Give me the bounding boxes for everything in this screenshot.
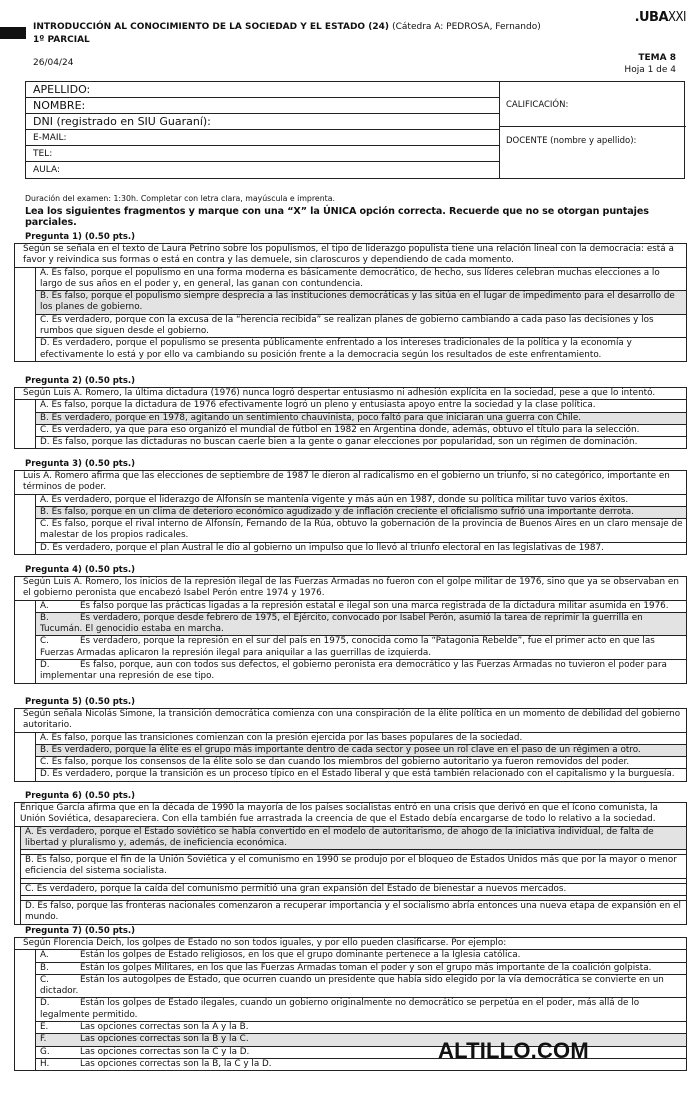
page-counter: Hoja 1 de 4: [624, 65, 676, 75]
question-box: [14, 243, 687, 362]
option-c[interactable]: C. Es verdadero, porque con la excusa de la “herencia recibida” se realizan planes de gobierno cambiando a cada paso las decisiones y los rumbos que siguen desde el gobierno.: [35, 315, 686, 339]
question-stem: Enrique García afirma que en la década de 1990 la mayoría de los países socialistas entró en una crisis que derivó en que el ícono comunista, la Unión Soviética, desapareciera. Con ella también fue arrastrada la creencia de que el Estado debía encargarse de todo lo relativo a la sociedad.: [15, 803, 686, 827]
tel-field[interactable]: TEL:: [26, 146, 499, 162]
option-b[interactable]: B. Es falso, porque en un clima de deterioro económico agudizado y de inflación creciente el oficialismo sufrió una importante derrota.: [35, 507, 686, 519]
option-b[interactable]: B. Es falso, porque el populismo siempre desprecia a las instituciones democráticas y las sitúa en el lugar de impedimento para el desarrollo de los planes de gobierno.: [35, 291, 686, 315]
option-b[interactable]: B. Están los golpes Militares, en los que las Fuerzas Armadas toman el poder y son el grupo más importante de la coalición golpista.: [35, 963, 686, 975]
option-a[interactable]: A. Es verdadero, porque el liderazgo de Alfonsín se mantenía vigente y más aún en 1987, donde su política militar tuvo varios éxitos.: [35, 495, 686, 507]
option-a[interactable]: A. Es falso porque las prácticas ligadas a la represión estatal e ilegal son una marca registrada de la dictadura militar asumida en 1976.: [35, 601, 686, 613]
aula-field[interactable]: AULA:: [33, 165, 60, 175]
question-3: [14, 459, 687, 555]
option-d[interactable]: D. Es verdadero, porque el plan Austral le dio al gobierno un impulso que lo llevó al triunfo electoral en las legislativas de 1987.: [35, 543, 686, 554]
question-box: [14, 576, 687, 684]
question-header: Pregunta 7) (0.50 pts.): [25, 926, 136, 936]
option-c[interactable]: C. Es verdadero, porque la caída del comunismo permitió una gran expansión del Estado de bienestar a nuevos mercados.: [20, 884, 686, 896]
question-stem: Según se señala en el texto de Laura Petrino sobre los populismos, el tipo de liderazgo populista tiene una relación lineal con la democracia: está a favor y reivindica sus formas o está en contra y las demuele, sin claroscuros y dependiendo de cada momento.: [15, 244, 686, 268]
option-b[interactable]: B. Es falso, porque el fin de la Unión Soviética y el comunismo en 1990 se produjo por el bloqueo de Estados Unidos más que por la mayor o menor eficiencia del sistema socialista.: [20, 855, 686, 879]
option-a[interactable]: A. Es falso, porque las transiciones comienzan con la presión ejercida por las bases populares de la sociedad.: [35, 733, 686, 745]
question-stem: Según Florencia Deich, los golpes de Estado no son todos iguales, y por ello pueden clasificarse. Por ejemplo:: [15, 938, 686, 950]
question-box: [14, 387, 687, 449]
question-6: [14, 791, 687, 925]
question-1: [14, 232, 687, 362]
question-stem: Luis A. Romero afirma que las elecciones de septiembre de 1987 le dieron al radicalismo en el gobierno un triunfo, si no categórico, importante en términos de poder.: [15, 471, 686, 495]
question-header: Pregunta 3) (0.50 pts.): [25, 459, 136, 469]
option-c[interactable]: C. Es falso, porque el rival interno de Alfonsín, Fernando de la Rúa, obtuvo la gobernación de la provincia de Buenos Aires en un claro mensaje de malestar de los propios radicales.: [35, 519, 686, 543]
question-header: Pregunta 1) (0.50 pts.): [25, 232, 136, 242]
black-margin-bar: [0, 27, 26, 39]
duration-note: Duración del examen: 1:30h. Completar con letra clara, mayúscula e imprenta.: [25, 194, 335, 203]
question-4: [14, 565, 687, 684]
uba-logo: .UBAXXI: [634, 10, 686, 25]
instructions-heading: Lea los siguientes fragmentos y marque con una “X” la ÚNICA opción correcta. Recuerde que no se otorgan puntajes parciales.: [25, 206, 649, 228]
option-a[interactable]: A. Es falso, porque la dictadura de 1976 efectivamente logró un pleno y entusiasta apoyo entre la sociedad y la clase política.: [35, 400, 686, 412]
option-h[interactable]: H. Las opciones correctas son la B, la C y la D.: [35, 1059, 686, 1070]
option-b[interactable]: B. Es verdadero, porque desde febrero de 1975, el Ejército, convocado por Isabel Perón, asumió la tarea de reprimir la guerrilla en Tucumán. El genocidio estaba en marcha.: [35, 613, 686, 637]
grade-divider: [500, 126, 686, 127]
question-box: [14, 802, 687, 925]
altillo-watermark: ALTILLO.COM: [438, 1038, 589, 1063]
option-g[interactable]: G. Las opciones correctas son la C y la D.: [35, 1047, 686, 1059]
option-d[interactable]: D. Es verdadero, porque el populismo se presenta públicamente enfrentado a los intereses tradicionales de la política y la economía y efectivamente lo está y por ello va cambiando su posición frente a la democracia según los resultados de este enfrentamiento.: [35, 338, 686, 361]
option-c[interactable]: C. Es falso, porque los consensos de la élite solo se dan cuando los miembros del gobierno autoritario ya fueron removidos del poder.: [35, 757, 686, 769]
course-title: [33, 21, 541, 33]
apellido-field[interactable]: APELLIDO:: [26, 82, 499, 98]
exam-type: 1º PARCIAL: [33, 35, 90, 45]
dni-field[interactable]: DNI (registrado en SIU Guaraní):: [26, 114, 499, 130]
question-box: [14, 470, 687, 555]
option-a[interactable]: A. Es falso, porque el populismo en una forma moderna es básicamente democrático, de hecho, sus líderes celebran muchas elecciones a lo largo de sus años en el poder y, en general, las ganan con contundencia.: [35, 268, 686, 292]
question-stem: Según Luis A. Romero, los inicios de la represión ilegal de las Fuerzas Armadas no fueron con el golpe militar de 1976, sino que ya se observaban en el gobierno peronista que encabezó Isabel Perón entre 1974 y 1976.: [15, 577, 686, 601]
nombre-field[interactable]: NOMBRE:: [26, 98, 499, 114]
option-c[interactable]: C. Es verdadero, ya que para eso organizó el mundial de fútbol en 1982 en Argentina donde, además, obtuvo el título para la selección.: [35, 425, 686, 437]
docente-label: DOCENTE (nombre y apellido):: [506, 136, 637, 146]
question-5: [14, 697, 687, 782]
student-info-box: [25, 81, 685, 179]
tema-label: TEMA 8: [638, 53, 676, 63]
student-fields: [26, 82, 500, 178]
question-2: [14, 376, 687, 449]
option-e[interactable]: E. Las opciones correctas son la A y la B.: [35, 1022, 686, 1034]
email-field[interactable]: E-MAIL:: [26, 130, 499, 146]
option-d[interactable]: D. Es falso, porque las fronteras nacionales comenzaron a recuperar importancia y el socialismo abría entonces una nueva etapa de expansión en el mundo.: [20, 901, 686, 924]
question-header: Pregunta 6) (0.50 pts.): [25, 791, 136, 801]
question-box: [14, 708, 687, 782]
question-header: Pregunta 2) (0.50 pts.): [25, 376, 136, 386]
question-stem: Según señala Nicolás Simone, la transición democrática comienza con una conspiración de la élite política en un momento de debilidad del gobierno autoritario.: [15, 709, 686, 733]
option-d[interactable]: D. Es falso, porque las dictaduras no buscan caerle bien a la gente o ganar elecciones por popularidad, son un régimen de dominación.: [35, 437, 686, 448]
option-d[interactable]: D. Están los golpes de Estado ilegales, cuando un gobierno originalmente no democrático se perpetúa en el poder, más allá de lo legalmente permitido.: [35, 998, 686, 1022]
question-stem: Según Luis A. Romero, la última dictadura (1976) nunca logró despertar entusiasmo ni adhesión explícita en la sociedad, pese a que lo intentó.: [15, 388, 686, 400]
question-header: Pregunta 5) (0.50 pts.): [25, 697, 136, 707]
option-f[interactable]: F. Las opciones correctas son la B y la C.: [35, 1034, 686, 1046]
question-header: Pregunta 4) (0.50 pts.): [25, 565, 136, 575]
option-c[interactable]: C. Es verdadero, porque la represión en el sur del país en 1975, conocida como la “Patagonia Rebelde”, fue el primer acto en que las Fuerzas Armadas aplicaron la represión ilegal para aniquilar a las guerrillas de izquierda.: [35, 636, 686, 660]
option-d[interactable]: D. Es falso, porque, aun con todos sus defectos, el gobierno peronista era democrático y las Fuerzas Armadas no tuvieron el poder para implementar una represión de ese tipo.: [35, 660, 686, 683]
exam-date: 26/04/24: [33, 58, 74, 68]
option-b[interactable]: B. Es verdadero, porque en 1978, agitando un sentimiento chauvinista, poco faltó para que iniciaran una guerra con Chile.: [35, 413, 686, 425]
option-a[interactable]: A. Están los golpes de Estado religiosos, en los que el grupo dominante pertenece a la Iglesia católica.: [35, 950, 686, 962]
option-d[interactable]: D. Es verdadero, porque la transición es un proceso típico en el Estado liberal y que está también relacionado con el capitalismo y la burguesía.: [35, 769, 686, 780]
option-b[interactable]: B. Es verdadero, porque la élite es el grupo más importante dentro de cada sector y posee un rol clave en el paso de un régimen a otro.: [35, 745, 686, 757]
course-name: INTRODUCCIÓN AL CONOCIMIENTO DE LA SOCIEDAD Y EL ESTADO (24): [33, 22, 389, 32]
calificacion-label: CALIFICACIÓN:: [506, 100, 569, 110]
catedra-name: (Cátedra A: PEDROSA, Fernando): [392, 22, 541, 32]
option-a[interactable]: A. Es verdadero, porque el Estado soviético se había convertido en el modelo de autoritarismo, de ahogo de la iniciativa individual, de falta de libertad y pluralismo y, además, de ineficiencia económica.: [20, 827, 686, 851]
option-c[interactable]: C. Están los autogolpes de Estado, que ocurren cuando un presidente que había sido elegido por la vía democrática se convierte en un dictador.: [35, 975, 686, 999]
